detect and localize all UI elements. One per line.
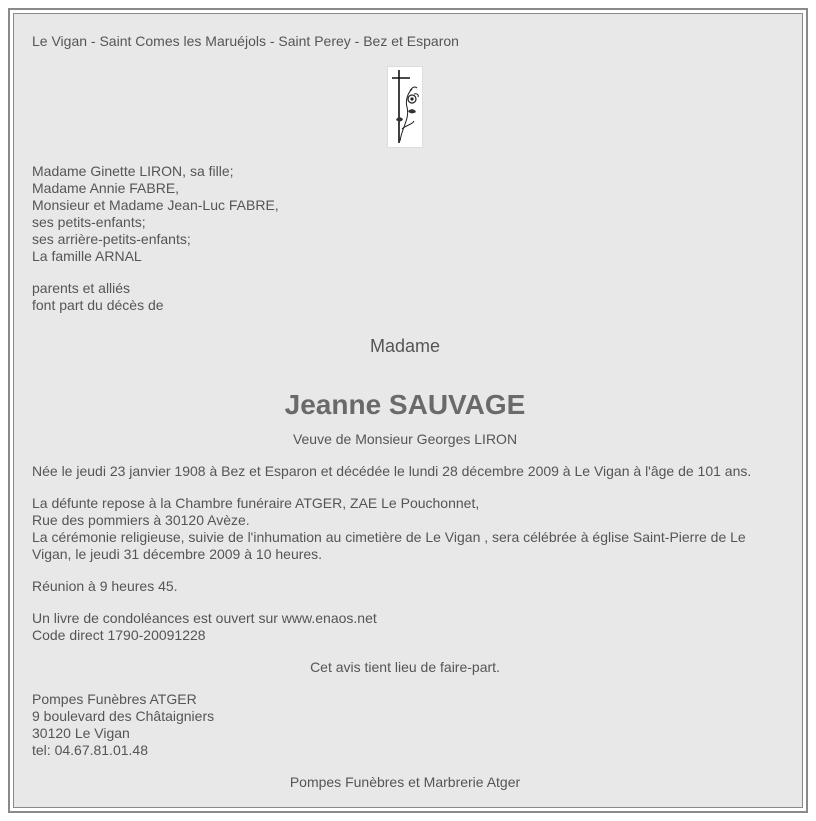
family-line: ses petits-enfants; xyxy=(32,214,146,230)
footer: Pompes Funèbres et Marbrerie Atger xyxy=(289,774,521,790)
salutation: Madame xyxy=(369,336,441,356)
funeral-home-line: 30120 Le Vigan xyxy=(32,725,130,741)
relatives-text xyxy=(32,280,778,314)
deceased-name: Jeanne SAUVAGE xyxy=(284,389,526,420)
funeral-home xyxy=(32,691,778,759)
family-line: Monsieur et Madame Jean-Luc FABRE, xyxy=(32,197,279,213)
relatives-line: font part du décès de xyxy=(32,297,164,313)
notice: Cet avis tient lieu de faire-part. xyxy=(310,659,500,675)
obituary-panel xyxy=(13,13,803,808)
funeral-home-line: tel: 04.67.81.01.48 xyxy=(32,742,148,758)
family-line: ses arrière-petits-enfants; xyxy=(32,231,191,247)
header-locations: Le Vigan - Saint Comes les Maruéjols - Saint Perey - Bez et Esparon xyxy=(32,33,459,49)
obituary-content xyxy=(32,33,778,791)
obituary-frame xyxy=(8,8,808,813)
relatives-line: parents et alliés xyxy=(32,280,131,296)
family-line: Madame Annie FABRE, xyxy=(32,180,180,196)
funeral-home-line: 9 boulevard des Châtaigniers xyxy=(32,708,215,724)
reunion: Réunion à 9 heures 45. xyxy=(32,578,178,594)
repose-line: La défunte repose à la Chambre funéraire ATGER, ZAE Le Pouchonnet, xyxy=(32,495,480,511)
funeral-home-line: Pompes Funèbres ATGER xyxy=(32,691,197,707)
family-list xyxy=(32,163,778,265)
birth-death: Née le jeudi 23 janvier 1908 à Bez et Esparon et décédée le lundi 28 décembre 2009 à Le Vigan à l'âge de 101 ans. xyxy=(32,463,752,479)
repose-line: La cérémonie religieuse, suivie de l'inhumation au cimetière de Le Vigan , sera célébrée à église Saint-Pierre de Le Vigan, le jeudi 31 décembre 2009 à 10 heures. xyxy=(32,529,746,562)
family-line: La famille ARNAL xyxy=(32,248,142,264)
repose-text xyxy=(32,495,778,563)
family-line: Madame Ginette LIRON, sa fille; xyxy=(32,163,234,179)
cross-with-flower-icon xyxy=(387,66,423,148)
condolence-text xyxy=(32,610,778,644)
condolence-line: Code direct 1790-20091228 xyxy=(32,627,206,643)
condolence-line: Un livre de condoléances est ouvert sur www.enaos.net xyxy=(32,610,377,626)
repose-line: Rue des pommiers à 30120 Avèze. xyxy=(32,512,250,528)
widow-of: Veuve de Monsieur Georges LIRON xyxy=(292,431,518,447)
